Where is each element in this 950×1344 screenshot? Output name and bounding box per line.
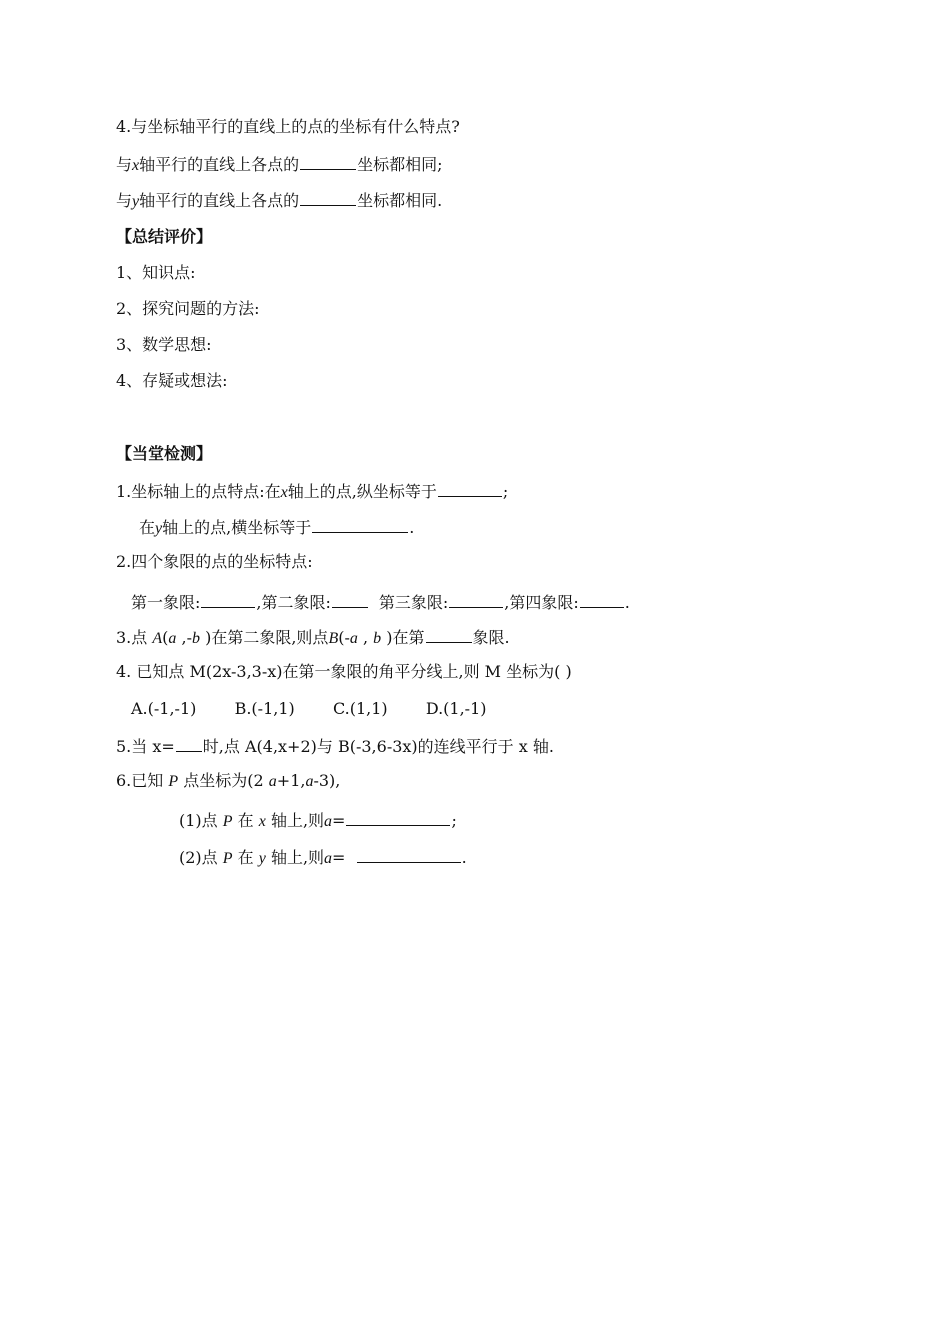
test-question-6-part-1 [179, 808, 457, 833]
prev-question-4-y-line [116, 188, 442, 213]
text-segment: +1, [276, 771, 306, 790]
text-segment: 轴上的点,横坐标等于 [162, 518, 312, 537]
text-segment: P [222, 850, 233, 867]
text-segment: 轴平行的直线上各点的 [139, 191, 300, 210]
answer-blank[interactable] [438, 479, 502, 497]
text-segment: a [268, 773, 277, 790]
text-segment: 轴上的点,纵坐标等于 [287, 482, 437, 501]
text-segment: 象限. [472, 628, 510, 647]
text-segment: 6.已知 [116, 771, 164, 790]
option-d[interactable]: D.(1,-1) [425, 699, 487, 718]
summary-heading [116, 226, 212, 248]
text-segment: 第一象限: [131, 593, 201, 612]
test-question-4 [116, 661, 572, 683]
text-segment: ; [502, 482, 509, 501]
test-question-5 [116, 734, 554, 758]
answer-blank[interactable] [176, 734, 202, 752]
text-segment: (1)点 [179, 811, 218, 830]
answer-blank[interactable] [201, 590, 255, 608]
text-segment: b [373, 630, 382, 647]
text-segment: ,第二象限: [256, 593, 331, 612]
text-segment: = [332, 848, 346, 867]
test-question-1b [139, 515, 414, 540]
text-segment: a [168, 630, 177, 647]
text-segment: 3、数学思想: [116, 335, 212, 354]
text-segment: -3), [313, 771, 341, 790]
text-segment: y [132, 193, 140, 210]
text-segment: 轴上,则 [270, 811, 325, 830]
text-segment: A [152, 630, 163, 647]
text-segment: 在 [237, 848, 254, 867]
prev-question-4-x-line [116, 152, 443, 177]
text-segment: . [624, 593, 630, 612]
text-segment: 【当堂检测】 [116, 444, 213, 463]
test-question-3 [116, 625, 510, 650]
text-segment: 轴上,则 [270, 848, 325, 867]
text-segment: a [349, 630, 358, 647]
text-segment: ; [451, 811, 457, 830]
summary-item [116, 370, 228, 392]
text-segment: b [192, 630, 200, 647]
text-segment: a [305, 773, 314, 790]
text-segment: = [332, 811, 346, 830]
text-segment: 1、知识点: [116, 263, 196, 282]
text-segment: ,第四象限: [504, 593, 579, 612]
summary-item [116, 262, 196, 284]
text-segment: x [258, 813, 266, 830]
text-segment: 与 [116, 155, 133, 174]
option-c[interactable]: C.(1,1) [332, 699, 388, 718]
text-segment: (- [338, 628, 350, 647]
answer-blank[interactable] [312, 515, 408, 533]
text-segment: 2、探究问题的方法: [116, 299, 260, 318]
text-segment: x [132, 157, 140, 174]
text-segment: 与 [116, 191, 133, 210]
text-segment: 在 [237, 811, 254, 830]
text-segment: 1.坐标轴上的点特点:在 [116, 482, 281, 501]
text-segment: 4. 已知点 M(2x-3,3-x)在第一象限的角平分线上,则 M 坐标为( ) [116, 662, 572, 681]
text-segment: 2.四个象限的点的坐标特点: [116, 552, 313, 571]
option-b[interactable]: B.(-1,1) [234, 699, 295, 718]
text-segment: . [461, 848, 467, 867]
text-segment: 时,点 A(4,x+2)与 B(-3,6-3x)的连线平行于 x 轴. [202, 737, 554, 756]
text-segment: 轴平行的直线上各点的 [139, 155, 300, 174]
prev-question-4-title [116, 116, 460, 138]
text-segment: 点坐标为(2 [183, 771, 264, 790]
test-question-6-part-2 [179, 845, 467, 870]
text-segment: , [181, 628, 187, 647]
text-segment: 在 [139, 518, 156, 537]
answer-blank[interactable] [426, 625, 472, 643]
test-question-2 [116, 551, 313, 573]
text-segment: 【总结评价】 [116, 227, 213, 246]
answer-blank[interactable] [449, 590, 503, 608]
text-segment: x [280, 484, 288, 501]
text-segment: 3.点 [116, 628, 148, 647]
text-segment: y [258, 850, 266, 867]
text-segment: 4.与坐标轴平行的直线上的点的坐标有什么特点? [116, 117, 460, 136]
text-segment: a [324, 850, 333, 867]
option-a[interactable]: A.(-1,-1) [131, 699, 197, 718]
answer-blank[interactable] [346, 808, 450, 826]
text-segment: 坐标都相同; [357, 155, 443, 174]
answer-blank[interactable] [300, 188, 356, 206]
text-segment: , [362, 628, 369, 647]
text-segment: 5.当 x= [116, 737, 175, 756]
answer-blank[interactable] [357, 845, 461, 863]
text-segment: (2)点 [179, 848, 218, 867]
test-question-2-quadrants [131, 590, 630, 614]
text-segment: a [324, 813, 333, 830]
text-segment: P [222, 813, 233, 830]
text-segment: )在第二象限,则点 [205, 628, 329, 647]
answer-blank[interactable] [580, 590, 624, 608]
text-segment: 4、存疑或想法: [116, 371, 228, 390]
answer-blank[interactable] [300, 152, 356, 170]
text-segment: P [168, 773, 179, 790]
answer-blank[interactable] [332, 590, 368, 608]
text-segment: y [155, 520, 163, 537]
text-segment: B [328, 630, 339, 647]
text-segment: 坐标都相同. [357, 191, 443, 210]
test-question-1a [116, 479, 508, 504]
text-segment: . [409, 518, 415, 537]
test-question-6 [116, 770, 340, 793]
test-question-4-options [131, 698, 487, 720]
summary-item [116, 298, 260, 320]
text-segment: )在第 [386, 628, 425, 647]
summary-item [116, 334, 212, 356]
test-heading [116, 443, 212, 465]
text-segment: - [186, 628, 192, 647]
text-segment: ( [162, 628, 169, 647]
text-segment: 第三象限: [378, 593, 449, 612]
